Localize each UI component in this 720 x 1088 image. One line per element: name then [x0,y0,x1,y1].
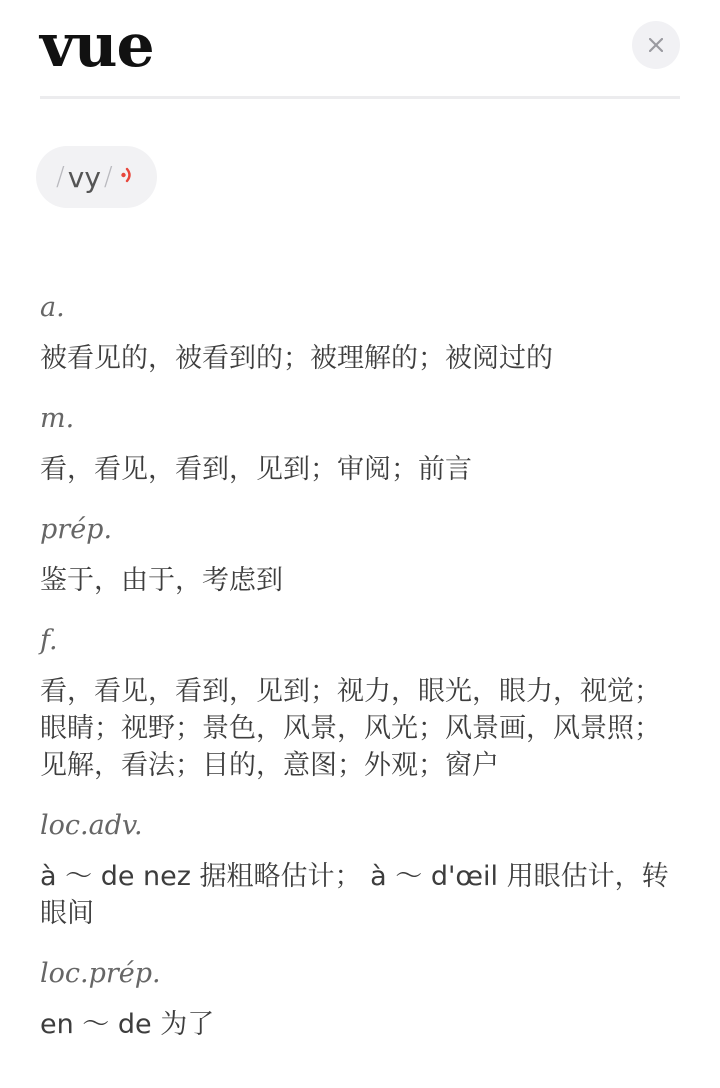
meaning-text: 看，看见，看到，见到；审阅；前言 [40,454,472,485]
close-icon [649,38,663,52]
part-of-speech: loc.prép. [40,958,161,989]
entry-header [40,0,680,99]
sense-item [40,510,680,599]
close-button[interactable] [632,21,680,69]
headword: vue [40,11,154,81]
part-of-speech: loc.adv. [40,810,143,841]
meaning-text: 被看见的，被看到的；被理解的；被阅过的 [40,343,553,374]
ipa-slash-open: / [56,162,65,192]
sense-item [40,954,680,1043]
sense-item [40,806,680,932]
speaker-icon [121,164,135,190]
definitions-list [40,288,680,1065]
part-of-speech: prép. [40,514,113,545]
ipa-text: vy [67,160,101,194]
pronunciation-button[interactable] [36,146,157,208]
part-of-speech: f. [40,625,58,656]
meaning-text: 看，看见，看到，见到；视力，眼光，眼力，视觉；眼睛；视野；景色，风景，风光；风景画，风景照；见解，看法；目的，意图；外观；窗户 [40,676,661,781]
ipa-slash-close: / [103,162,113,192]
sense-item [40,621,680,784]
meaning-text: 鉴于，由于，考虑到 [40,565,283,596]
meaning-text: en ～ de 为了 [40,1009,215,1040]
part-of-speech: a. [40,292,65,323]
meaning-text: à ～ de nez 据粗略估计； à ～ d'œil 用眼估计，转眼间 [40,861,669,929]
sense-item [40,288,680,377]
sense-item [40,399,680,488]
part-of-speech: m. [40,403,75,434]
